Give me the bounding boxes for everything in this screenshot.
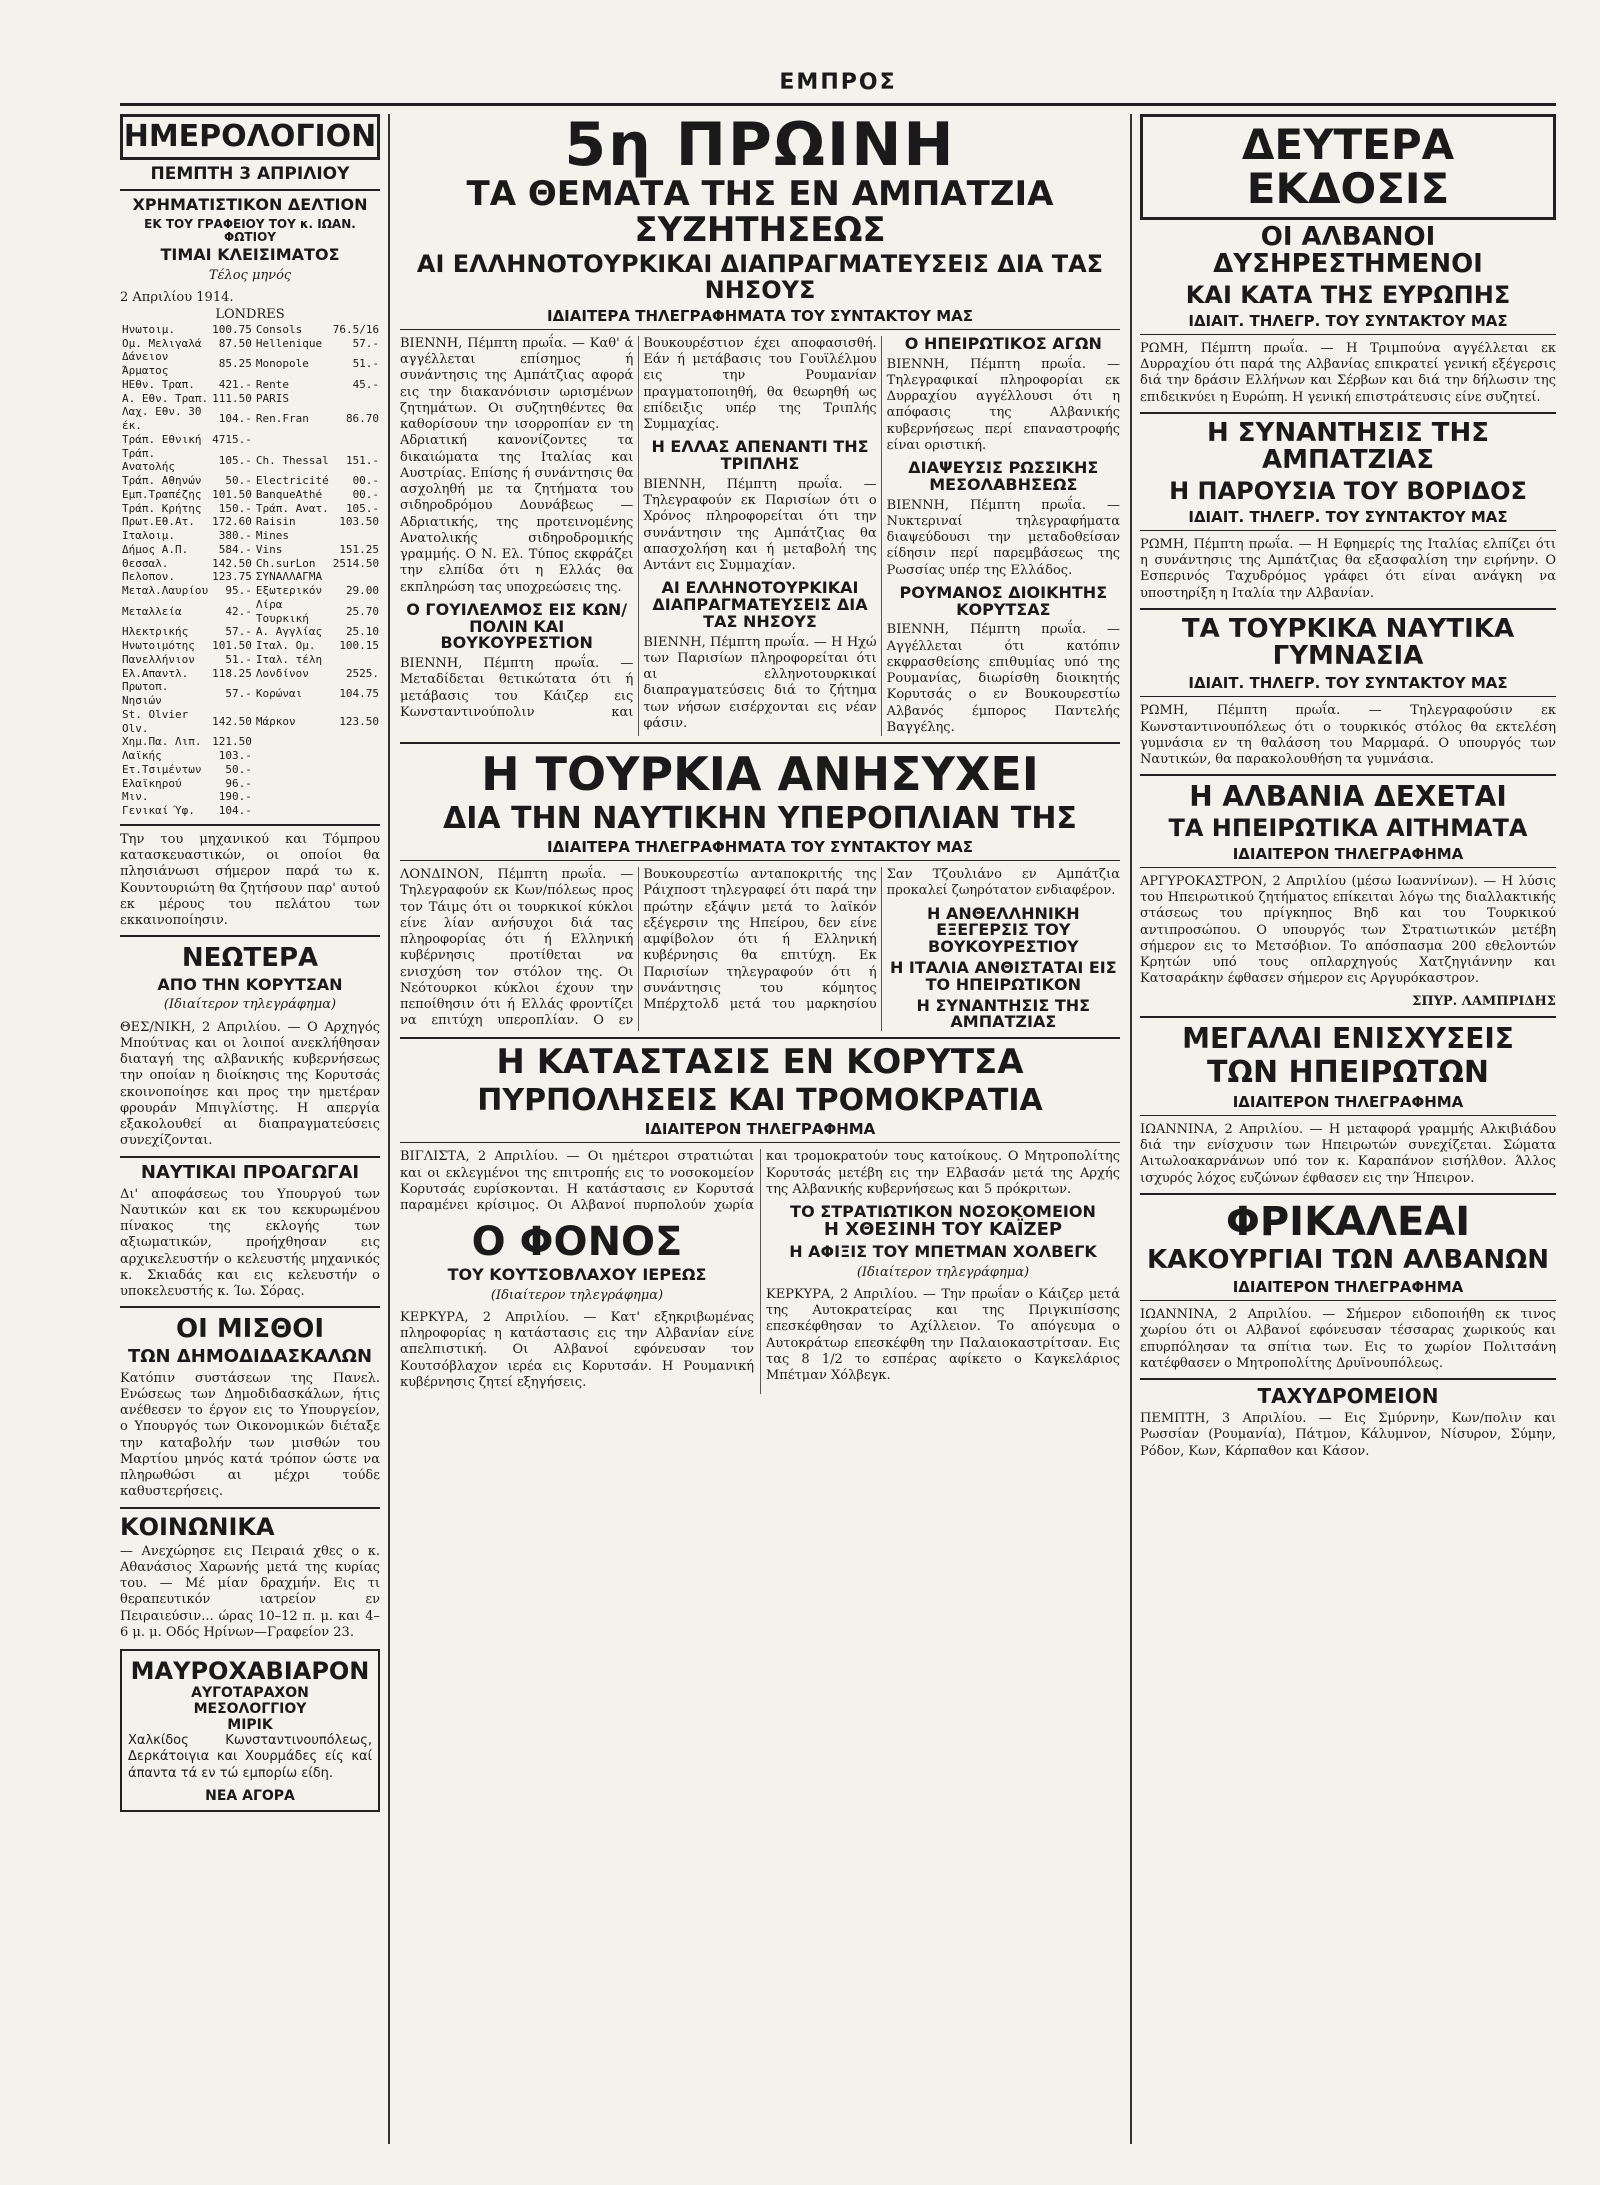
bulletin-prices: ΤΙΜΑΙ ΚΛΕΙΣΙΜΑΤΟΣ	[160, 245, 340, 265]
divider	[1140, 774, 1556, 776]
rate-label: Ιταλ. τέλη	[255, 652, 323, 666]
rate-row	[120, 529, 381, 543]
rate-label: Ch.surLon	[255, 556, 316, 570]
rate-label: Μάρκον	[255, 714, 296, 728]
rate-label: Hellenique	[255, 336, 323, 350]
atrocities-headline: ΦΡΙΚΑΛΕΑΙ	[1225, 1198, 1471, 1245]
newest-title: ΝΕΩΤΕΡΑ	[181, 943, 319, 974]
rate-row	[120, 447, 381, 475]
story-text: ΒΙΓΛΙΣΤΑ, 2 Απριλίου. — Οι ημέτεροι στρατιώται και οι εκλεγμένοι της επιτροπής εις το νοσοκομείον Κορυτσάς ευρίσκονται. Η κατάστασις εν Κορυτσά παραμένει κρίσιμος. Οι Αλβανοί πυρπολούν χωρία και τρομοκρατούν τους κατοίκους. Ο Μητροπολίτης Κορυτσάς μετέβη εις την Ελβασάν μετά της Αρχής της Αλβανικής κυβερνήσεως και 5 πρόκριτων.	[400, 1149, 1120, 1214]
rate-row	[120, 570, 381, 584]
rate-label: ΣΥΝΑΛΛΑΓΜΑ	[255, 570, 323, 584]
rate-label	[254, 749, 331, 763]
rate-label: Consols	[255, 322, 303, 336]
rate-label: Λίρα Τουρκική	[255, 597, 309, 625]
rate-row	[120, 584, 381, 598]
story-text: ΒΙΕΝΝΗ, Πέμπτη πρωΐα. — Νυκτεριναί τηλεγραφήματα διαψεύδουσι την μεταδοθείσαν είδησιν περί παρεμβάσεως της Ρωσσίας υπέρ της Ελλάδος.	[886, 497, 1120, 578]
right-column	[1130, 114, 1556, 2144]
story-title: ΡΟΥΜΑΝΟΣ ΔΙΟΙΚΗΤΗΣ ΚΟΡΥΤΣΑΣ	[899, 582, 1108, 619]
rate-label	[254, 433, 331, 447]
turkey-stories	[400, 867, 1120, 1031]
rate-label: Τράπ. Κρήτης	[122, 501, 202, 515]
rate-row	[120, 763, 381, 777]
rate-label: Κορώναι	[255, 687, 303, 701]
second-edition-title: ΔΕΥΤΕΡΑ ΕΚΔΟΣΙΣ	[1140, 114, 1556, 220]
rate-value: 29.00	[345, 584, 380, 598]
post-office-headline: ΤΑΧΥΔΡΟΜΕΙΟΝ	[1257, 1384, 1439, 1409]
rate-row	[120, 502, 381, 516]
rate-value	[331, 653, 381, 667]
koritsa-headline: Η ΚΑΤΑΣΤΑΣΙΣ ΕΝ ΚΟΡΥΤΣΑ	[496, 1042, 1024, 1083]
rate-value: 57.-	[225, 687, 252, 701]
rate-value: 51.-	[225, 652, 252, 666]
main-subhead: ΑΙ ΕΛΛΗΝΟΤΟΥΡΚΙΚΑΙ ΔΙΑΠΡΑΓΜΑΤΕΥΣΕΙΣ ΔΙΑ ΤΑΣ ΝΗΣΟΥΣ	[416, 250, 1104, 304]
advert-name: ΜΑΥΡΟΧΑΒΙΑΡΟΝ	[130, 1657, 370, 1686]
story-title: Η ΣΥΝΑΝΤΗΣΙΣ ΤΗΣ ΑΜΠΑΤΖΙΑΣ	[916, 995, 1091, 1032]
rate-label: Ελ.Απαντλ.	[122, 666, 189, 680]
rate-row	[120, 378, 381, 392]
rate-value	[331, 529, 381, 543]
kaiser-headline: Η ΧΘΕΣΙΝΗ ΤΟΥ ΚΑΪΖΕΡ	[823, 1218, 1063, 1240]
story-title: Η ΙΤΑΛΙΑ ΑΝΘΙΣΤΑΤΑΙ ΕΙΣ ΤΟ ΗΠΕΙΡΩΤΙΚΟΝ	[889, 957, 1117, 994]
story-title: Ο ΓΟΥΙΛΕΛΜΟΣ ΕΙΣ ΚΩΝ/ΠΟΛΙΝ ΚΑΙ ΒΟΥΚΟΥΡΕΣΤΙΟΝ	[406, 599, 628, 653]
rate-row	[120, 735, 381, 749]
rate-value: 111.50	[212, 391, 252, 405]
bulletin-place: LONDRES	[215, 306, 285, 322]
rate-value: 142.50	[212, 714, 252, 728]
albania-accepts-text: ΑΡΓΥΡΟΚΑΣΤΡΟΝ, 2 Απριλίου (μέσω Ιωαννίνων). — Η λύσις του Ηπειρωτικού ζητήματος επίκειται λόγω της διαλλακτικής στάσεως του πρίγκηπος Βηδ και του Τουρκικού αντιπροσώπου. Ο υπουργός των Στρατιωτικών μετέβη σήμερον εις το Μετσόβιον. Το απόσπασμα 200 εθελοντών Κρητών υπό τους οπλαρχηγούς Χατζηγιάννην και Κατσαράκην έφθασεν σήμερον εις Αργυρόκαστρον.	[1140, 873, 1556, 987]
rate-label: Τράπ. Ανατ.	[255, 501, 329, 515]
rate-value: 123.75	[212, 570, 252, 584]
rate-value	[331, 735, 381, 749]
rate-value: 190.-	[218, 790, 252, 804]
rate-label: Μεταλλεία	[122, 604, 182, 618]
rate-value	[331, 790, 381, 804]
story-title: Ο ΗΠΕΙΡΩΤΙΚΟΣ ΑΓΩΝ	[904, 333, 1102, 353]
rate-label: Rente	[255, 377, 289, 391]
rate-label: Πανελλήνιον	[122, 652, 195, 666]
rate-value: 51.-	[352, 357, 380, 371]
main-headline: ΤΑ ΘΕΜΑΤΑ ΤΗΣ ΕΝ ΑΜΠΑΤΖΙΑ ΣΥΖΗΤΗΣΕΩΣ	[466, 174, 1054, 250]
story-title: Η ΑΝΘΕΛΛΗΝΙΚΗ ΕΞΕΓΕΡΣΙΣ ΤΟΥ ΒΟΥΚΟΥΡΕΣΤΙΟΥ	[927, 903, 1080, 957]
rate-row	[120, 680, 381, 708]
murder-text: ΚΕΡΚΥΡΑ, 2 Απριλίου. — Κατ' εξηκριβωμένας πληροφορίας η κατάστασις εις την Αλβανίαν είνε απελπιστική. Οι Αλβανοί εφόνευσαν τον Κουτσόβλαχον ιερέα εις Κορυτσάν. Η Ρουμανική κυβέρνησις ζητεί εξηγήσεις.	[400, 1309, 754, 1390]
rate-value: 104.-	[218, 412, 252, 426]
koritsa-byline: ΙΔΙΑΙΤΕΡΟΝ ΤΗΛΕΓΡΑΦΗΜΑ	[400, 1120, 1120, 1143]
albanians-subhead: ΚΑΙ ΚΑΤΑ ΤΗΣ ΕΥΡΩΠΗΣ	[1185, 280, 1511, 309]
rate-row	[120, 708, 381, 736]
rate-value: 104.-	[218, 804, 252, 818]
rate-value: 142.50	[212, 556, 252, 570]
rate-value	[331, 433, 381, 447]
rate-value: 103.-	[218, 749, 252, 763]
story-text: ΒΙΕΝΝΗ, Πέμπτη πρωΐα. — Η Ηχώ των Παρισίων πληροφορείται ότι αι ελληνοτουρκικαί διαπραγματεύσεις διά το ζήτημα των νήσων εισέρχονται εις νέαν φάσιν.	[643, 634, 877, 731]
naval-exercises-headline: ΤΑ ΤΟΥΡΚΙΚΑ ΝΑΥΤΙΚΑ ΓΥΜΝΑΣΙΑ	[1181, 613, 1515, 672]
advert-footer: ΝΕΑ ΑΓΟΡΑ	[205, 1787, 295, 1804]
divider	[400, 742, 1120, 744]
rate-label: Πρωτ.Εθ.Ατ.	[122, 515, 195, 529]
rate-value: 86.70	[345, 412, 380, 426]
rate-label: Electricité	[255, 474, 329, 488]
rate-label: Πελοπον.	[122, 570, 175, 584]
rate-label: BanqueAthé	[255, 487, 323, 501]
rate-value	[331, 749, 381, 763]
rate-label: Θεσσαλ.	[122, 556, 169, 570]
rate-label: Ch. Thessal	[255, 453, 329, 467]
rate-value: 4715.-	[212, 432, 252, 446]
rate-value: 85.25	[218, 357, 252, 371]
rate-label: Monopole	[255, 357, 309, 371]
rate-label: Ιταλ. Ομ.	[255, 639, 316, 653]
rate-value: 100.15	[339, 639, 380, 653]
rate-label: Raisin	[255, 515, 296, 529]
divider	[120, 935, 380, 937]
divider	[120, 824, 380, 826]
newest-tag: (Ιδιαίτερον τηλεγράφημα)	[163, 997, 337, 1013]
rate-value: 87.50	[218, 336, 252, 350]
bulletin-source: ΕΚ ΤΟΥ ΓΡΑΦΕΙΟΥ ΤΟΥ κ. ΙΩΑΝ. ΦΩΤΙΟΥ	[144, 217, 356, 244]
advert-text: Χαλκίδος Κωνσταντινουπόλεως, Δερκάτοιγια και Χουρμάδες είς καί άπαντα τά εν τώ εμπορίω είδη.	[128, 1733, 372, 1781]
rate-label: Α. Αγγλίας	[255, 625, 323, 639]
reinforcements-headline: ΜΕΓΑΛΑΙ ΕΝΙΣΧΥΣΕΙΣ	[1182, 1021, 1514, 1055]
rate-value: 57.-	[225, 625, 252, 639]
rate-value: 421.-	[218, 377, 252, 391]
rate-value: 50.-	[225, 474, 252, 488]
reinforcements-subhead: ΤΩΝ ΗΠΕΙΡΩΤΩΝ	[1207, 1055, 1489, 1091]
rate-row	[120, 433, 381, 447]
social-title: ΚΟΙΝΩΝΙΚΑ	[120, 1512, 275, 1541]
rate-value: 95.-	[225, 584, 252, 598]
rate-label: Μεταλ.Λαυρίου	[122, 584, 209, 598]
murder-story	[400, 1218, 754, 1391]
abbazia-text: ΡΩΜΗ, Πέμπτη πρωΐα. — Η Εφημερίς της Ιταλίας ελπίζει ότι η συνάντησις της Αμπάτζιας θα εξασφαλίση την ειρήνην. Ο Εσπερινός Ταχυδρόμος γράφει ότι είναι ανάγκη να υποστηρίξη η Ιταλία την Αλβανίαν.	[1140, 536, 1556, 601]
rate-label: Ιταλοιμ.	[122, 529, 175, 543]
rate-label: St. Olvier Olv.	[122, 707, 189, 735]
rate-label: Δήμος Α.Π.	[122, 542, 189, 556]
rate-value: 151.-	[345, 453, 380, 467]
rate-label: Ηνωτοιμότης	[122, 639, 195, 653]
story-text: ΒΙΕΝΝΗ, Πέμπτη πρωΐα. — Τηλεγραφούν εκ Παρισίων ότι ο Χρόνος πληροφορείται ότι την συνάντησιν της Αμπάτζιας θα απασχολήση και ή μεταβολή της Αντάντ εις Συμμαχίαν.	[643, 476, 877, 574]
rate-value: 2514.50	[332, 556, 380, 570]
albania-accepts-byline: ΙΔΙΑΙΤΕΡΟΝ ΤΗΛΕΓΡΑΦΗΜΑ	[1140, 845, 1556, 868]
rate-value: 123.50	[339, 714, 380, 728]
rate-label: Λονδίνον	[255, 666, 309, 680]
naval-title: ΝΑΥΤΙΚΑΙ ΠΡΟΑΓΩΓΑΙ	[140, 1161, 360, 1183]
rate-row	[120, 488, 381, 502]
rate-value	[331, 763, 381, 777]
bulletin-title: ΧΡΗΜΑΤΙΣΤΙΚΟΝ ΔΕΛΤΙΟΝ	[132, 195, 368, 215]
newest-text: ΘΕΣ/ΝΙΚΗ, 2 Απριλίου. — Ο Αρχηγός Μπούτνας και οι λοιποί ανεκλήθησαν διαταγή της αλβανικής κυβερνήσεως την οποίαν η διοίκησις της Κορυτσάς εκοινοποίησε και προς την ημετέραν φρουράν Μπιγλίστης. Η απεργία εξακολουθεί αι διαπραγματεύσεις συνεχίζονται.	[120, 1019, 380, 1149]
kaiser-story	[766, 1218, 1120, 1384]
morning-edition-title: 5η ΠΡΩΙΝΗ	[564, 114, 956, 180]
rate-value: 2525.	[345, 666, 380, 680]
newest-subtitle: ΑΠΟ ΤΗΝ ΚΟΡΥΤΣΑΝ	[157, 974, 343, 994]
kaiser-subhead: Η ΑΦΙΞΙΣ ΤΟΥ ΜΠΕΤΜΑΝ ΧΟΛΒΕΓΚ	[789, 1241, 1097, 1261]
rate-value: 105.-	[345, 501, 380, 515]
rate-value: 100.75	[212, 322, 252, 336]
rate-label	[254, 735, 331, 749]
rate-label: Α. Εθν. Τραπ.	[122, 391, 209, 405]
rate-label: Τράπ. Εθνική	[122, 432, 202, 446]
rate-label: Vins	[255, 542, 283, 556]
rate-row	[120, 515, 381, 529]
turkey-headline: Η ΤΟΥΡΚΙΑ ΑΝΗΣΥΧΕΙ	[481, 747, 1039, 802]
albanians-byline: ΙΔΙΑΙΤ. ΤΗΛΕΓΡ. ΤΟΥ ΣΥΝΤΑΚΤΟΥ ΜΑΣ	[1140, 312, 1556, 335]
rate-label: Ren.Fran	[255, 412, 309, 426]
murder-subhead: ΤΟΥ ΚΟΥΤΣΟΒΛΑΧΟΥ ΙΕΡΕΩΣ	[447, 1264, 707, 1284]
rate-value: 25.10	[345, 625, 380, 639]
abbazia-subhead: Η ΠΑΡΟΥΣΙΑ ΤΟΥ ΒΟΡΙΔΟΣ	[1169, 476, 1527, 505]
rate-label: Πρωτοπ. Νησιών	[122, 680, 169, 708]
koritsa-subhead: ΠΥΡΠΟΛΗΣΕΙΣ ΚΑΙ ΤΡΟΜΟΚΡΑΤΙΑ	[477, 1082, 1043, 1118]
caviar-advert	[120, 1649, 380, 1812]
story-text: ΒΙΕΝΝΗ, Πέμπτη πρωΐα. — Μεταδίδεται θετικώτατα ότι ή μετάβασις του Κάιζερ εις Κωνσταντινούπολιν και Βουκουρέστιον έχει αποφασισθή. Εάν ή μετάβασις του Γουϊλέλμου εις την Ρουμανίαν πραγματοποιηθή, θα θεωρηθή ως επίδειξις υπέρ της Τριπλής Συμμαχίας.	[400, 335, 877, 720]
divider	[120, 1156, 380, 1158]
kaiser-text: ΚΕΡΚΥΡΑ, 2 Απριλίου. — Την πρωΐαν ο Κάιζερ μετά της Αυτοκρατείρας και της Πριγκιπίσσης επεσκέφθησαν το Αχίλλειον. Το απόγευμα ο Αυτοκράτωρ επεσκέφθη την Παλαιοκαστρίτσαν. Εις τας 8 1/2 το εσπέρας αφίκετο ο Καγκελάριος Μπέτμαν Χόλβεγκ.	[766, 1286, 1120, 1384]
divider	[120, 1507, 380, 1509]
social-text: — Ανεχώρησε εις Πειραιά χθες ο κ. Αθανάσιος Χαρωνής μετά της κυρίας του. — Μέ μίαν δραχμήν. Εις τι θεραπευτικόν ιατρείον εν Πειραιεύσιν... ώρας 10–12 π. μ. και 4–6 μ. μ. Οδός Ηρίνων—Γραφείον 23.	[120, 1543, 380, 1640]
rate-value	[331, 570, 381, 584]
reinforcements-byline: ΙΔΙΑΙΤΕΡΟΝ ΤΗΛΕΓΡΑΦΗΜΑ	[1140, 1093, 1556, 1116]
rate-row	[120, 749, 381, 763]
turkey-byline: ΙΔΙΑΙΤΕΡΑ ΤΗΛΕΓΡΑΦΗΜΑΤΑ ΤΟΥ ΣΥΝΤΑΚΤΟΥ ΜΑΣ	[400, 838, 1120, 861]
rate-row	[120, 625, 381, 639]
advert-line-3: ΜΙΡΙΚ	[227, 1717, 273, 1734]
rate-row	[120, 392, 381, 406]
story-title: ΤΟ ΣΤΡΑΤΙΩΤΙΚΟΝ ΝΟΣΟΚΟΜΕΙΟΝ	[790, 1202, 1096, 1222]
rate-row	[120, 350, 381, 378]
rate-label: ΗΕθν. Τραπ.	[122, 377, 195, 391]
atrocities-subhead: ΚΑΚΟΥΡΓΙΑΙ ΤΩΝ ΑΛΒΑΝΩΝ	[1147, 1244, 1549, 1275]
rate-label: PARIS	[255, 391, 289, 405]
bulletin-month: Τέλος μηνός	[208, 268, 292, 284]
rate-value: 584.-	[218, 542, 252, 556]
rate-label: Ελαϊκηρού	[122, 776, 182, 790]
rate-row	[120, 667, 381, 681]
reinforcements-text: ΙΩΑΝΝΙΝΑ, 2 Απριλίου. — Η μεταφορά γραμμής Αλκιβιάδου διά την ενίσχυσιν των Ηπειρωτών συνεχίζεται. Σώματα Αιτωλοακαρνάνων υπό τον κ. Καραπάνον εισήλθον. Άλλος ισχυρός λόχος ευζώνων έφθασεν εις την Ήπειρον.	[1140, 1121, 1556, 1186]
notice-text: Την του μηχανικού και Τόμπρου κατασκευαστικών, οι οποίοι θα πλησιάνωσι σήμερον παρά τω κ. Κουντουριώτη θα ζητήσουν παρ' αυτού εκ μέρους του πελάτου των εκκαινοποίησιν.	[120, 831, 380, 929]
calendar-date: ΠΕΜΠΤΗ 3 ΑΠΡΙΛΙΟΥ	[150, 163, 350, 184]
salaries-title: ΟΙ ΜΙΣΘΟΙ	[175, 1314, 324, 1345]
rate-value: 101.50	[212, 487, 252, 501]
rate-value: 00.-	[352, 487, 380, 501]
story-title: ΑΙ ΕΛΛΗΝΟΤΟΥΡΚΙΚΑΙ ΔΙΑΠΡΑΓΜΑΤΕΥΣΕΙΣ ΔΙΑ ΤΑΣ ΝΗΣΟΥΣ	[652, 578, 868, 631]
masthead: ΕΜΠΡΟΣ	[120, 60, 1556, 106]
rate-value	[331, 392, 381, 406]
rate-row	[120, 557, 381, 571]
albania-accepts-signature: ΣΠΥΡ. ΛΑΜΠΡΙΔΗΣ	[1412, 993, 1556, 1009]
story-title: Η ΕΛΛΑΣ ΑΠΕΝΑΝΤΙ ΤΗΣ ΤΡΙΠΛΗΣ	[651, 437, 869, 474]
albania-accepts-headline: Η ΑΛΒΑΝΙΑ ΔΕΧΕΤΑΙ	[1189, 780, 1507, 814]
left-column	[120, 114, 390, 2144]
rate-label	[254, 790, 331, 804]
rate-row	[120, 337, 381, 351]
rate-label: Ηνωτοιμ.	[122, 322, 175, 336]
rate-row	[120, 804, 381, 818]
rate-row	[120, 639, 381, 653]
rate-label: Mines	[255, 529, 289, 543]
center-column	[400, 114, 1120, 2144]
divider	[400, 1037, 1120, 1039]
rate-value: 118.25	[212, 666, 252, 680]
abbazia-headline: Η ΣΥΝΑΝΤΗΣΙΣ ΤΗΣ ΑΜΠΑΤΖΙΑΣ	[1206, 417, 1490, 476]
rate-label: Δάνειον Άρματος	[122, 350, 169, 378]
story-title: ΔΙΑΨΕΥΣΙΣ ΡΩΣΣΙΚΗΣ ΜΕΣΟΛΑΒΗΣΕΩΣ	[908, 458, 1099, 494]
naval-exercises-text: ΡΩΜΗ, Πέμπτη πρωΐα. — Τηλεγραφούσιν εκ Κωνσταντινουπόλεως ότι ο τουρκικός στόλος θα εκτελέση γυμνάσια εν τη θαλάσση του Μαρμαρά. Ο υπουργός των Ναυτικών, θα παρακολουθήση τα γυμνάσια.	[1140, 703, 1556, 768]
rate-value: 150.-	[218, 501, 252, 515]
rate-value: 151.25	[339, 542, 380, 556]
story-text: ΛΟΝΔΙΝΟΝ, Πέμπτη πρωΐα. — Τηλεγραφούν εκ Κων/πόλεως προς τον Τάιμς ότι οι τουρκικοί κύκλοι είνε λίαν ανήσυχοι διά τας πληροφορίας ότι ή Ελληνική κυβέρνησις προτίθεται να ενισχύση τον στόλον της. Οι Νεότουρκοι κύκλοι έχουν την πεποίθησιν ότι ή Ελλάς φροντίζει να επιτύχη υπεροπλίαν. Ο εν Βουκουρεστίω ανταποκριτής της Ράιχποστ τηλεγραφεί ότι παρά την πρώτην εξάψιν μετά το λαϊκόν εξέγερσιν της Ηπείρου, δεν είνε αμφίβολον ότι ή Ελληνική κυβέρνησις θα επιτύχη. Εκ Παρισίων τηλεγραφούν ότι ή συνάντησις του κόμητος Μπέρχτολδ μετά του μαρκησίου Σαν Τζουλιάνο εν Αμπάτζια προκαλεί ζωηρότατον ενδιαφέρον.	[400, 867, 1120, 1029]
rate-row	[120, 474, 381, 488]
murder-tag: (Ιδιαίτερον τηλεγράφημα)	[490, 1287, 664, 1303]
divider	[120, 1306, 380, 1308]
rate-row	[120, 543, 381, 557]
main-stories	[400, 333, 1120, 736]
naval-text: Δι' αποφάσεως του Υπουργού των Ναυτικών και εκ του κεκυρωμένου πίνακος της εκλογής των αξιωματικών, προήχθησαν εις αρχικελευστήν ο κελευστής μηχανικός κ. Σκιαδάς και εις κελευστήν ο υποκελευστής κ. Ίω. Σόρας.	[120, 1186, 380, 1300]
rate-label: Εμπ.Τραπέζης	[122, 487, 202, 501]
rate-row	[120, 777, 381, 791]
rate-label: Ομ. Μελιγαλά	[122, 336, 202, 350]
story-text: ΒΙΕΝΝΗ, Πέμπτη πρωΐα. — Τηλεγραφικαί πληροφορίαι εκ Δυρραχίου αγγέλλουσι ότι η απόφασις της Αλβανικής κυβερνήσεως περί επαναστροφής είναι οριστική.	[886, 356, 1120, 453]
rate-value: 172.60	[212, 515, 252, 529]
story-text: ΒΙΕΝΝΗ, Πέμπτη πρωΐα. — Καθ' ά αγγέλλεται επίσημος ή συνάντησις της Αμπάτζιας αφορά εις την διακανόνισιν ωρισμένων ζητημάτων. Οι συζητηθέντες θα καθορίσουν την ισορροπίαν εν τη Αδριατική κανονίζοντες τα δικαιώματα της Ιταλίας και Αυστρίας. Επίσης ή συνάντησις θα ασχοληθή με τα ζητήματα του σιδηροδρόμου Δουνάβεως — Αδριατικής, της προτεινομένης Ανατολικής σιδηροδρομικής γραμμής. Ο Ν. Ελ. Τύπος εκφράζει την ελπίδα ότι η Ελλάς θα εκπληρώση τας υποχρεώσεις της.	[400, 335, 634, 595]
bulletin-date: 2 Απριλίου 1914.	[120, 290, 234, 306]
rate-row	[120, 323, 381, 337]
advert-line-1: ΑΥΓΟΤΑΡΑΧΟΝ	[191, 1685, 309, 1702]
murder-headline: Ο ΦΟΝΟΣ	[471, 1218, 683, 1265]
rate-row	[120, 598, 381, 626]
rate-label: Γενικαί Ύφ.	[122, 804, 195, 818]
koritsa-stories	[400, 1149, 1120, 1221]
rate-value: 380.-	[218, 529, 252, 543]
rate-value: 76.5/16	[332, 322, 380, 336]
rate-value	[331, 777, 381, 791]
rate-label: Εξωτερικόν	[255, 584, 323, 598]
rate-value: 42.-	[225, 604, 252, 618]
divider	[1140, 1193, 1556, 1195]
rate-value: 45.-	[352, 377, 380, 391]
albania-accepts-subhead: ΤΑ ΗΠΕΙΡΩΤΙΚΑ ΑΙΤΗΜΑΤΑ	[1168, 813, 1528, 842]
rate-value: 103.50	[339, 515, 380, 529]
rate-label	[254, 804, 331, 818]
divider	[1140, 1016, 1556, 1018]
rate-value: 121.50	[212, 735, 252, 749]
rate-label: Λαχ. Εθν. 30 έκ.	[122, 405, 202, 433]
calendar-title: ΗΜΕΡΟΛΟΓΙΟΝ	[120, 114, 380, 160]
rate-value: 105.-	[218, 453, 252, 467]
rate-label: Τράπ. Αθηνών	[122, 474, 202, 488]
atrocities-text: ΙΩΑΝΝΙΝΑ, 2 Απριλίου. — Σήμερον ειδοποιήθη εκ τινος χωρίου ότι οι Αλβανοί εφόνευσαν τέσσαρας χωρικούς και επυρπόλησαν τα σπίτια των. Εις το χωρίον Πολιτσάνη κατέφθασεν ο Μητροπολίτης Δρυϊνουπόλεως.	[1140, 1307, 1556, 1371]
divider	[1140, 1378, 1556, 1380]
salaries-subtitle: ΤΩΝ ΔΗΜΟΔΙΔΑΣΚΑΛΩΝ	[127, 1345, 373, 1367]
albanians-text: ΡΩΜΗ, Πέμπτη πρωΐα. — Η Τριμπούνα αγγέλλεται εκ Δυρραχίου ότι παρά της Αλβανίας επικρατεί γενική εξέγερσις διά την δράσιν Ελλήνων και Σέρβων και διά την δήλωσιν της επιδεικνύει η Ευρώπη. Η γενική επιστράτευσις είνε συζητεί.	[1140, 340, 1556, 405]
turkey-subhead: ΔΙΑ ΤΗΝ ΝΑΥΤΙΚΗΝ ΥΠΕΡΟΠΛΙΑΝ ΤΗΣ	[443, 800, 1077, 836]
divider	[1140, 412, 1556, 414]
rate-label: Τράπ. Ανατολής	[122, 446, 175, 474]
rate-label: Χημ.Πα. Λιπ.	[122, 735, 202, 749]
rate-label	[254, 777, 331, 791]
rate-value: 00.-	[352, 474, 380, 488]
salaries-text: Κατόπιν συστάσεων της Πανελ. Ενώσεως των Δημοδιδασκάλων, ήτις ανέθεσεν το έργον εις το Υπουργείον, ο Υπουργός των Οικονομικών διέταξε την καταβολήν των μισθών του Μαρτίου μηνός κατά τρόπον ώστε να πληρωθώσι αι μέχρι τούδε καθυστερήσεις.	[120, 1370, 380, 1500]
rate-label	[254, 763, 331, 777]
rate-label: Λαϊκής	[122, 749, 162, 763]
rate-value: 25.70	[345, 604, 380, 618]
rate-row	[120, 790, 381, 804]
rate-value: 57.-	[352, 336, 380, 350]
post-office-text: ΠΕΜΠΤΗ, 3 Απριλίου. — Εις Σμύρνην, Κων/πολιν και Ρωσσίαν (Ρουμανία), Πάτμον, Κάλυμνον, Νίσυρον, Σύμην, Ρόδον, Κων, Κάρπαθον και Κάσον.	[1140, 1411, 1556, 1459]
rate-value: 104.75	[339, 687, 380, 701]
rate-row	[120, 653, 381, 667]
rate-value	[331, 804, 381, 818]
main-byline: ΙΔΙΑΙΤΕΡΑ ΤΗΛΕΓΡΑΦΗΜΑΤΑ ΤΟΥ ΣΥΝΤΑΚΤΟΥ ΜΑΣ	[400, 307, 1120, 330]
rate-label: Μιν.	[122, 790, 149, 804]
rate-row	[120, 405, 381, 433]
rate-value: 101.50	[212, 639, 252, 653]
divider	[120, 189, 380, 191]
bottom-stories	[400, 1218, 1120, 1394]
rate-value: 50.-	[225, 762, 252, 776]
rate-label: Ετ.Τσιμέντων	[122, 762, 202, 776]
atrocities-byline: ΙΔΙΑΙΤΕΡΟΝ ΤΗΛΕΓΡΑΦΗΜΑ	[1140, 1278, 1556, 1301]
columns	[120, 114, 1556, 2144]
abbazia-byline: ΙΔΙΑΙΤ. ΤΗΛΕΓΡ. ΤΟΥ ΣΥΝΤΑΚΤΟΥ ΜΑΣ	[1140, 508, 1556, 531]
story-text: ΒΙΕΝΝΗ, Πέμπτη πρωΐα. — Αγγέλλεται ότι κατόπιν εκφρασθείσης επιθυμίας υπό της Ρουμανίας, διωρίσθη διοικητής Κορυτσάς ο εν Βουκουρεστίω Αλβανός έμπορος Παντελής Βαγγέλης.	[886, 622, 1120, 735]
rates-table	[120, 323, 381, 818]
naval-exercises-byline: ΙΔΙΑΙΤ. ΤΗΛΕΓΡ. ΤΟΥ ΣΥΝΤΑΚΤΟΥ ΜΑΣ	[1140, 674, 1556, 697]
albanians-headline: ΟΙ ΑΛΒΑΝΟΙ ΔΥΣΗΡΕΣΤΗΜΕΝΟΙ	[1213, 222, 1483, 280]
rate-label: Ηλεκτρικής	[122, 625, 189, 639]
divider	[1140, 608, 1556, 610]
advert-line-2: ΜΕΣΟΛΟΓΓΙΟΥ	[193, 1701, 307, 1718]
kaiser-tag: (Ιδιαίτερον τηλεγράφημα)	[856, 1264, 1030, 1280]
rate-value: 96.-	[225, 776, 252, 790]
